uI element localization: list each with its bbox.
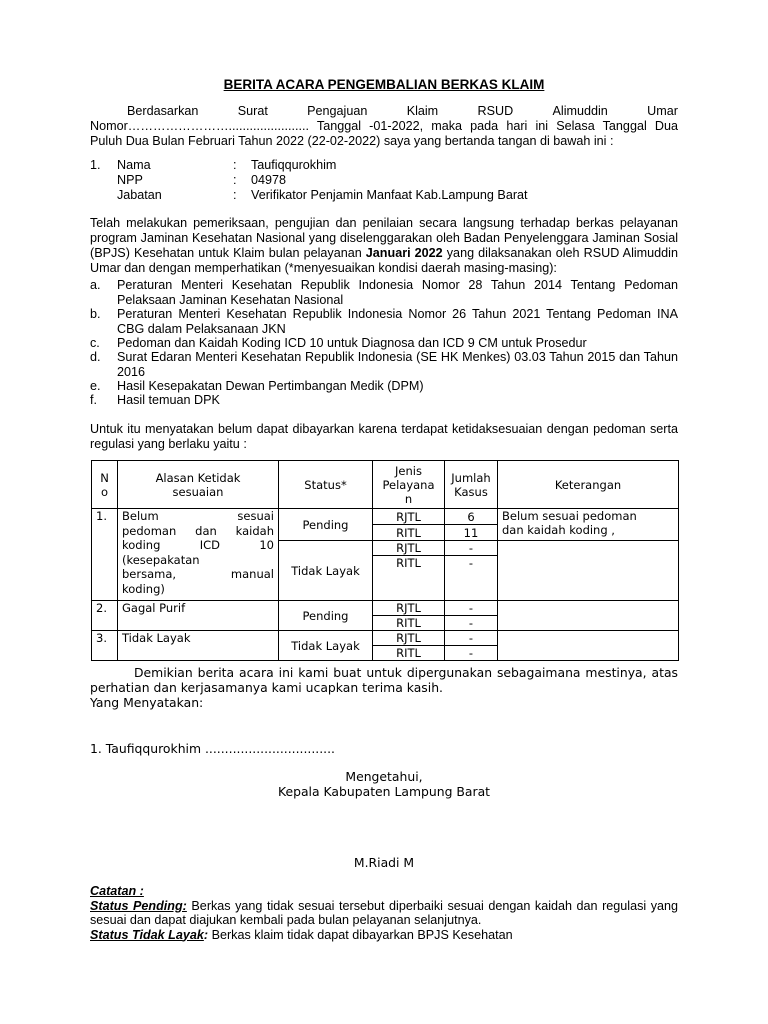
exam-line-1: Telah melakukan pemeriksaan, pengujian dan penilaian secara langsung terhadap berkas pelayanan <box>90 216 678 230</box>
reference-label: a. <box>90 278 101 292</box>
row-status: Pending <box>279 601 373 631</box>
intro-word: Berdasarkan <box>127 104 199 118</box>
identity-label-npp: NPP <box>117 173 143 187</box>
closing-paragraph <box>90 665 678 710</box>
identity-colon: : <box>233 188 237 202</box>
alasan-line: koding ICD 10 <box>122 538 274 552</box>
table-row <box>92 509 679 525</box>
row-jenis: RJTL <box>373 601 445 616</box>
exam-line-2: program Jaminan Kesehatan Nasional yang diselenggarakan oleh Badan Penyelenggara Jaminan Sosial <box>90 231 678 245</box>
row-jumlah: - <box>445 646 498 661</box>
claim-table <box>91 460 679 661</box>
signer-line: 1. Taufiqqurokhim ................................. <box>90 741 335 756</box>
row-jumlah: - <box>445 631 498 646</box>
reference-label: e. <box>90 379 101 393</box>
intro-paragraph <box>90 104 678 149</box>
identity-value-jabatan: Verifikator Penjamin Manfaat Kab.Lampung Barat <box>251 188 528 202</box>
row-no: 2. <box>92 601 118 631</box>
status-tidak-layak-colon: : <box>203 927 209 942</box>
status-pending-text: Berkas yang tidak sesuai tersebut diperbaiki sesuai dengan kaidah dan regulasi yang <box>186 898 679 913</box>
reference-item <box>90 393 678 408</box>
acknowledge-block <box>90 769 678 799</box>
exam-line-3 <box>90 246 678 261</box>
reference-item <box>90 307 678 336</box>
intro-word: Klaim <box>406 104 439 118</box>
intro-word: Pengajuan <box>307 104 368 118</box>
reference-text: Hasil Kesepakatan Dewan Pertimbangan Medik (DPM) <box>117 379 424 393</box>
reference-label: c. <box>90 336 100 350</box>
row-jenis: RITL <box>373 556 445 601</box>
reference-item <box>90 278 678 307</box>
header-alasan: Alasan Ketidak sesuaian <box>118 461 279 509</box>
row-jenis: RITL <box>373 646 445 661</box>
row-jumlah: - <box>445 541 498 556</box>
acknowledge-line-1: Mengetahui, <box>345 769 423 784</box>
row-jenis: RJTL <box>373 541 445 556</box>
notes-heading: Catatan : <box>90 884 144 898</box>
notes-pending-line-2: sesuai dan dapat diajukan kembali pada bulan pelayanan selanjutnya. <box>90 913 482 927</box>
closing-line-2: perhatian dan kerjasamanya kami ucapkan terima kasih. <box>90 680 443 695</box>
identity-value-npp: 04978 <box>251 173 287 187</box>
reference-text: Surat Edaran Menteri Kesehatan Republik Indonesia (SE HK Menkes) 03.03 Tahun 2015 dan Tahun 2016 <box>117 350 678 379</box>
reference-text: Peraturan Menteri Kesehatan Republik Indonesia Nomor 28 Tahun 2014 Tentang Pedoman Pelaksaan Jaminan Kesehatan Nasional <box>117 278 678 307</box>
closing-line-1: Demikian berita acara ini kami buat untuk dipergunakan sebagaimana mestinya, atas <box>134 665 678 680</box>
row-jumlah: 11 <box>445 525 498 541</box>
header-no: N o <box>92 461 118 509</box>
reference-text: Peraturan Menteri Kesehatan Republik Indonesia Nomor 26 Tahun 2021 Tentang Pedoman INA CBG dalam Pelaksanaan JKN <box>117 307 678 336</box>
alasan-line: koding) <box>122 581 165 596</box>
row-alasan <box>118 509 279 601</box>
intro-line-1 <box>90 104 678 119</box>
identity-value-nama: Taufiqqurokhim <box>251 158 337 172</box>
row-jenis: RJTL <box>373 509 445 525</box>
reference-item <box>90 350 678 379</box>
examination-paragraph <box>90 216 678 276</box>
exam-line-3-b: yang dilaksanakan oleh RSUD Alimuddin <box>442 246 678 260</box>
header-keterangan: Keterangan <box>498 461 679 509</box>
identity-label-nama: Nama <box>117 158 151 172</box>
row-alasan: Tidak Layak <box>118 631 279 661</box>
service-month: Januari 2022 <box>365 246 443 260</box>
row-keterangan: Belum sesuai pedoman dan kaidah koding , <box>498 509 679 541</box>
row-status: Pending <box>279 509 373 541</box>
row-status: Tidak Layak <box>279 541 373 601</box>
reference-text: Pedoman dan Kaidah Koding ICD 10 untuk Diagnosa dan ICD 9 CM untuk Prosedur <box>117 336 587 350</box>
table-row <box>92 601 679 616</box>
intro-word: RSUD <box>477 104 514 118</box>
intro-line-3: Puluh Dua Bulan Februari Tahun 2022 (22-02-2022) saya yang bertanda tangan di bawah ini : <box>90 134 614 148</box>
status-tidak-layak-text: Berkas klaim tidak dapat dibayarkan BPJS Kesehatan <box>208 927 513 942</box>
header-jumlah: Jumlah Kasus <box>445 461 498 509</box>
row-jenis: RITL <box>373 525 445 541</box>
exam-line-4: Umar dan dengan memperhatikan (*menyesuaikan kondisi daerah masing-masing): <box>90 261 557 275</box>
row-jumlah: - <box>445 616 498 631</box>
reference-label: d. <box>90 350 101 364</box>
row-status: Tidak Layak <box>279 631 373 661</box>
intro-word: Umar <box>647 104 678 118</box>
acknowledge-line-2: Kepala Kabupaten Lampung Barat <box>277 784 491 799</box>
reference-item <box>90 336 678 351</box>
table-row <box>92 631 679 646</box>
row-alasan: Gagal Purif <box>118 601 279 631</box>
row-no: 3. <box>92 631 118 661</box>
intro-line-2: Nomor……………………....................... Tanggal -01-2022, maka pada hari ini Selasa Tanggal Dua <box>90 119 678 133</box>
alasan-line: bersama, manual <box>122 567 274 581</box>
exam-line-3-a: (BPJS) Kesehatan untuk Klaim bulan pelayanan <box>90 246 366 260</box>
reference-label: f. <box>90 393 97 407</box>
alasan-line: pedoman dan kaidah <box>122 523 274 538</box>
identity-number: 1. <box>90 158 101 172</box>
row-keterangan-empty <box>498 631 679 661</box>
row-keterangan-empty <box>498 601 679 631</box>
table-header-row <box>92 461 679 509</box>
reference-item <box>90 379 678 394</box>
identity-label-jabatan: Jabatan <box>117 188 162 202</box>
row-jumlah: 6 <box>445 509 498 525</box>
row-jenis: RITL <box>373 616 445 631</box>
alasan-line: (kesepakatan <box>122 552 200 567</box>
status-pending-label: Status Pending: <box>90 898 187 913</box>
alasan-line: Belum sesuai <box>122 509 274 523</box>
row-no: 1. <box>92 509 118 601</box>
identity-colon: : <box>233 173 237 187</box>
intro-word: Surat <box>237 104 268 118</box>
conclusion-line-1: Untuk itu menyatakan belum dapat dibayarkan karena terdapat ketidaksesuaian dengan pedoman serta <box>90 422 678 436</box>
reference-label: b. <box>90 307 101 321</box>
header-status: Status* <box>279 461 373 509</box>
row-jumlah: - <box>445 601 498 616</box>
head-name: M.Riadi M <box>353 855 415 870</box>
status-tidak-layak-label: Status Tidak Layak <box>90 927 204 942</box>
row-jenis: RJTL <box>373 631 445 646</box>
conclusion-paragraph <box>90 422 678 452</box>
intro-word: Alimuddin <box>552 104 608 118</box>
notes-block <box>90 884 678 942</box>
document-title: BERITA ACARA PENGEMBALIAN BERKAS KLAIM <box>223 77 545 92</box>
header-jenis: Jenis Pelayana n <box>373 461 445 509</box>
reference-text: Hasil temuan DPK <box>117 393 220 407</box>
identity-colon: : <box>233 158 237 172</box>
closing-line-3: Yang Menyatakan: <box>90 695 204 710</box>
row-jumlah: - <box>445 556 498 601</box>
conclusion-line-2: regulasi yang berlaku yaitu : <box>90 437 247 451</box>
row-keterangan-empty <box>498 541 679 601</box>
notes-tidak-line <box>90 928 678 943</box>
notes-pending-line <box>90 899 678 914</box>
